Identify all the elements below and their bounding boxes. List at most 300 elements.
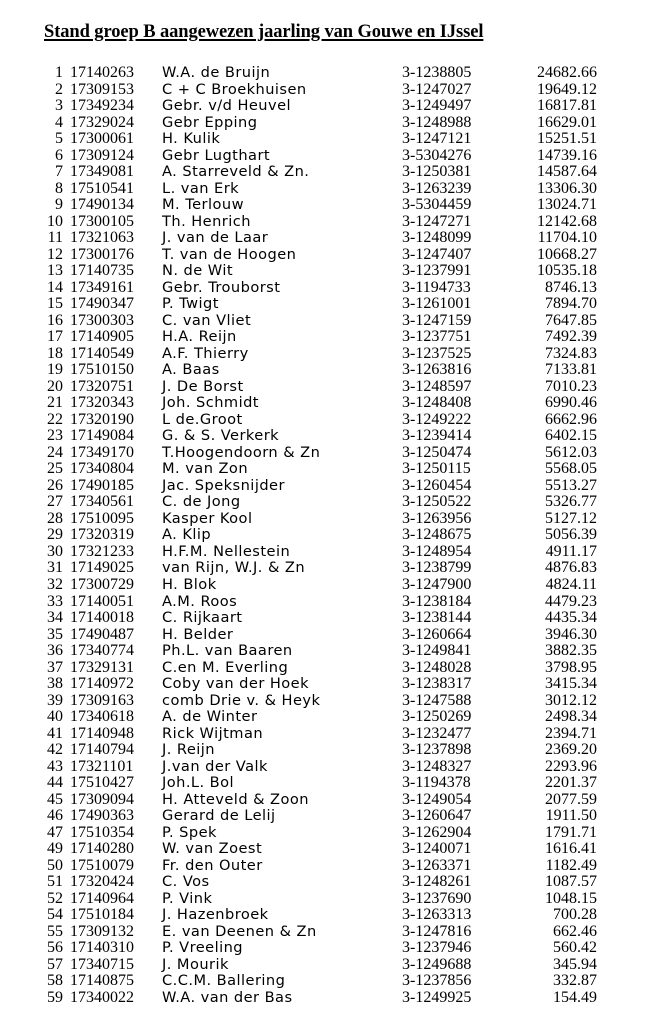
fancier-name-cell: Th. Henrich	[162, 212, 251, 230]
rank-cell: 23	[47, 427, 63, 445]
member-code-cell: 17349161	[70, 278, 134, 296]
table-row	[0, 726, 648, 743]
fancier-name-cell: comb Drie v. & Heyk	[162, 691, 321, 709]
member-code-cell: 17300176	[70, 245, 134, 263]
fancier-name-cell: G. & S. Verkerk	[162, 427, 280, 445]
points-cell: 2201.37	[545, 774, 597, 792]
rank-cell: 41	[47, 724, 63, 742]
member-code-cell: 17309153	[70, 80, 134, 98]
rank-cell: 26	[47, 476, 63, 494]
fancier-name-cell: Joh. Schmidt	[162, 394, 259, 412]
rank-cell: 51	[47, 873, 63, 891]
points-cell: 7492.39	[545, 328, 597, 346]
rank-cell: 5	[55, 130, 63, 148]
fancier-name-cell: A.M. Roos	[162, 592, 238, 610]
points-cell: 1087.57	[545, 873, 597, 891]
ring-number-cell: 3-1248028	[402, 658, 472, 676]
rank-cell: 32	[47, 575, 63, 593]
points-cell: 1911.50	[545, 807, 597, 825]
fancier-name-cell: T.Hoogendoorn & Zn	[162, 443, 321, 461]
fancier-name-cell: C. Vos	[162, 873, 210, 891]
member-code-cell: 17300303	[70, 311, 134, 329]
fancier-name-cell: Jac. Speksnijder	[162, 476, 285, 494]
ring-number-cell: 3-1247271	[402, 212, 472, 230]
fancier-name-cell: Gerard de Lelij	[162, 807, 276, 825]
member-code-cell: 17140310	[70, 939, 134, 957]
fancier-name-cell: C.C.M. Ballering	[162, 972, 286, 990]
points-cell: 7324.83	[545, 344, 597, 362]
points-cell: 5127.12	[545, 509, 597, 527]
ring-number-cell: 3-1238317	[402, 675, 472, 693]
member-code-cell: 17140948	[70, 724, 134, 742]
ring-number-cell: 3-1261001	[402, 295, 472, 313]
ring-number-cell: 3-1260454	[402, 476, 472, 494]
points-cell: 6402.15	[545, 427, 597, 445]
rank-cell: 37	[47, 658, 63, 676]
ring-number-cell: 3-1248988	[402, 113, 472, 131]
points-cell: 4479.23	[545, 592, 597, 610]
rank-cell: 24	[47, 443, 63, 461]
points-cell: 12142.68	[537, 212, 597, 230]
points-cell: 4911.17	[545, 542, 597, 560]
fancier-name-cell: C. van Vliet	[162, 311, 252, 329]
points-cell: 3012.12	[545, 691, 597, 709]
ring-number-cell: 3-1250269	[402, 708, 472, 726]
ring-number-cell: 3-5304276	[402, 146, 472, 164]
fancier-name-cell: P. Vink	[162, 889, 213, 907]
points-cell: 7010.23	[545, 377, 597, 395]
points-cell: 7894.70	[545, 295, 597, 313]
fancier-name-cell: A. de Winter	[162, 708, 258, 726]
points-cell: 700.28	[553, 906, 597, 924]
fancier-name-cell: J. Hazenbroek	[162, 906, 269, 924]
table-row	[0, 676, 648, 693]
rank-cell: 52	[47, 889, 63, 907]
fancier-name-cell: L de.Groot	[162, 410, 243, 428]
fancier-name-cell: C.en M. Everling	[162, 658, 289, 676]
points-cell: 16817.81	[537, 97, 597, 115]
ring-number-cell: 3-1260664	[402, 625, 472, 643]
member-code-cell: 17140263	[70, 64, 134, 81]
rank-cell: 33	[47, 592, 63, 610]
rank-cell: 19	[47, 361, 63, 379]
ring-number-cell: 3-1260647	[402, 807, 472, 825]
points-cell: 5568.05	[545, 460, 597, 478]
points-cell: 2498.34	[545, 708, 597, 726]
rank-cell: 54	[47, 906, 63, 924]
ring-number-cell: 3-1247027	[402, 80, 472, 98]
member-code-cell: 17140549	[70, 344, 134, 362]
ring-number-cell: 3-1249841	[402, 642, 472, 660]
table-row	[0, 379, 648, 396]
member-code-cell: 17309124	[70, 146, 134, 164]
points-cell: 13306.30	[537, 179, 597, 197]
member-code-cell: 17349234	[70, 97, 134, 115]
rank-cell: 39	[47, 691, 63, 709]
rank-cell: 38	[47, 675, 63, 693]
ring-number-cell: 3-1250381	[402, 163, 472, 181]
rank-cell: 29	[47, 526, 63, 544]
member-code-cell: 17321101	[70, 757, 134, 775]
points-cell: 5326.77	[545, 493, 597, 511]
table-row	[0, 527, 648, 544]
fancier-name-cell: P. Twigt	[162, 295, 219, 313]
member-code-cell: 17510427	[70, 774, 134, 792]
ring-number-cell: 3-1263816	[402, 361, 472, 379]
fancier-name-cell: W. van Zoest	[162, 840, 263, 858]
fancier-name-cell: H.A. Reijn	[162, 328, 237, 346]
rank-cell: 34	[47, 609, 63, 627]
member-code-cell: 17329131	[70, 658, 134, 676]
member-code-cell: 17340561	[70, 493, 134, 511]
member-code-cell: 17149025	[70, 559, 134, 577]
rank-cell: 22	[47, 410, 63, 428]
ring-number-cell: 3-1247900	[402, 575, 472, 593]
points-cell: 24682.66	[537, 64, 597, 81]
member-code-cell: 17309094	[70, 790, 134, 808]
table-row	[0, 197, 648, 214]
fancier-name-cell: H. Blok	[162, 575, 217, 593]
fancier-name-cell: H.F.M. Nellestein	[162, 542, 291, 560]
points-cell: 10535.18	[537, 262, 597, 280]
ring-number-cell: 3-1239414	[402, 427, 472, 445]
rank-cell: 36	[47, 642, 63, 660]
member-code-cell: 17320319	[70, 526, 134, 544]
rank-cell: 47	[47, 823, 63, 841]
points-cell: 11704.10	[537, 229, 597, 247]
points-cell: 1048.15	[545, 889, 597, 907]
points-cell: 662.46	[553, 922, 597, 940]
points-cell: 4824.11	[545, 575, 597, 593]
member-code-cell: 17340022	[70, 988, 134, 1006]
points-cell: 14587.64	[537, 163, 597, 181]
ring-number-cell: 3-1263313	[402, 906, 472, 924]
member-code-cell: 17490363	[70, 807, 134, 825]
fancier-name-cell: A.F. Thierry	[162, 344, 249, 362]
rank-cell: 9	[55, 196, 63, 214]
table-row	[0, 610, 648, 627]
member-code-cell: 17140964	[70, 889, 134, 907]
fancier-name-cell: J. Reijn	[162, 741, 216, 759]
table-row	[0, 577, 648, 594]
points-cell: 1182.49	[545, 856, 597, 874]
fancier-name-cell: van Rijn, W.J. & Zn	[162, 559, 306, 577]
table-row	[0, 280, 648, 297]
fancier-name-cell: Gebr. v/d Heuvel	[162, 97, 292, 115]
fancier-name-cell: C + C Broekhuisen	[162, 80, 307, 98]
points-cell: 332.87	[553, 972, 597, 990]
fancier-name-cell: L. van Erk	[162, 179, 240, 197]
table-row	[0, 214, 648, 231]
ring-number-cell: 3-1237991	[402, 262, 472, 280]
member-code-cell: 17300729	[70, 575, 134, 593]
rank-cell: 15	[47, 295, 63, 313]
table-row	[0, 131, 648, 148]
rank-cell: 25	[47, 460, 63, 478]
points-cell: 10668.27	[537, 245, 597, 263]
rank-cell: 46	[47, 807, 63, 825]
ring-number-cell: 3-1238805	[402, 64, 472, 81]
points-cell: 5056.39	[545, 526, 597, 544]
member-code-cell: 17321063	[70, 229, 134, 247]
member-code-cell: 17321233	[70, 542, 134, 560]
table-row	[0, 181, 648, 198]
ring-number-cell: 3-1249688	[402, 955, 472, 973]
ring-number-cell: 3-1237946	[402, 939, 472, 957]
rank-cell: 11	[47, 229, 63, 247]
ring-number-cell: 3-1248261	[402, 873, 472, 891]
table-row	[0, 82, 648, 99]
points-cell: 7647.85	[545, 311, 597, 329]
member-code-cell: 17340715	[70, 955, 134, 973]
rank-cell: 7	[55, 163, 63, 181]
points-cell: 2369.20	[545, 741, 597, 759]
table-row	[0, 494, 648, 511]
ring-number-cell: 3-1249497	[402, 97, 472, 115]
ring-number-cell: 3-1247407	[402, 245, 472, 263]
ring-number-cell: 3-1263239	[402, 179, 472, 197]
fancier-name-cell: C. de Jong	[162, 493, 241, 511]
fancier-name-cell: Coby van der Hoek	[162, 675, 309, 693]
fancier-name-cell: P. Spek	[162, 823, 217, 841]
member-code-cell: 17510079	[70, 856, 134, 874]
points-cell: 1791.71	[545, 823, 597, 841]
table-row	[0, 660, 648, 677]
standings-table	[0, 65, 648, 1006]
ring-number-cell: 3-1238184	[402, 592, 472, 610]
points-cell: 3415.34	[545, 675, 597, 693]
member-code-cell: 17349081	[70, 163, 134, 181]
fancier-name-cell: H. Kulik	[162, 130, 221, 148]
points-cell: 560.42	[553, 939, 597, 957]
fancier-name-cell: J.van der Valk	[162, 757, 268, 775]
ring-number-cell: 3-1194733	[402, 278, 471, 296]
rank-cell: 49	[47, 840, 63, 858]
rank-cell: 27	[47, 493, 63, 511]
ring-number-cell: 3-1237856	[402, 972, 472, 990]
table-row	[0, 478, 648, 495]
fancier-name-cell: Rick Wijtman	[162, 724, 264, 742]
points-cell: 2394.71	[545, 724, 597, 742]
member-code-cell: 17140794	[70, 741, 134, 759]
table-row	[0, 627, 648, 644]
rank-cell: 1	[55, 64, 63, 81]
table-row	[0, 957, 648, 974]
fancier-name-cell: Gebr Lugthart	[162, 146, 271, 164]
ring-number-cell: 3-1247121	[402, 130, 472, 148]
ring-number-cell: 3-1250522	[402, 493, 472, 511]
ring-number-cell: 3-1263956	[402, 509, 472, 527]
table-row	[0, 164, 648, 181]
table-row	[0, 412, 648, 429]
table-row	[0, 560, 648, 577]
points-cell: 345.94	[553, 955, 597, 973]
rank-cell: 30	[47, 542, 63, 560]
ring-number-cell: 3-1248597	[402, 377, 472, 395]
table-row	[0, 643, 648, 660]
rank-cell: 28	[47, 509, 63, 527]
fancier-name-cell: C. Rijkaart	[162, 609, 243, 627]
ring-number-cell: 3-1194378	[402, 774, 471, 792]
rank-cell: 56	[47, 939, 63, 957]
member-code-cell: 17140018	[70, 609, 134, 627]
points-cell: 1616.41	[545, 840, 597, 858]
ring-number-cell: 3-1263371	[402, 856, 472, 874]
rank-cell: 57	[47, 955, 63, 973]
table-row	[0, 511, 648, 528]
fancier-name-cell: J. van de Laar	[162, 229, 269, 247]
fancier-name-cell: J. De Borst	[162, 377, 244, 395]
member-code-cell: 17140875	[70, 972, 134, 990]
rank-cell: 16	[47, 311, 63, 329]
fancier-name-cell: A. Klip	[162, 526, 212, 544]
table-row	[0, 775, 648, 792]
table-row	[0, 230, 648, 247]
points-cell: 2077.59	[545, 790, 597, 808]
fancier-name-cell: Gebr. Trouborst	[162, 278, 281, 296]
rank-cell: 13	[47, 262, 63, 280]
points-cell: 3882.35	[545, 642, 597, 660]
member-code-cell: 17329024	[70, 113, 134, 131]
member-code-cell: 17149084	[70, 427, 134, 445]
ring-number-cell: 3-1249925	[402, 988, 472, 1006]
table-row	[0, 594, 648, 611]
member-code-cell: 17140905	[70, 328, 134, 346]
fancier-name-cell: Joh.L. Bol	[162, 774, 235, 792]
fancier-name-cell: H. Atteveld & Zoon	[162, 790, 309, 808]
points-cell: 14739.16	[537, 146, 597, 164]
ring-number-cell: 3-1248099	[402, 229, 472, 247]
ring-number-cell: 3-1248675	[402, 526, 472, 544]
fancier-name-cell: Kasper Kool	[162, 509, 253, 527]
ring-number-cell: 3-1249222	[402, 410, 472, 428]
fancier-name-cell: W.A. de Bruijn	[162, 64, 271, 81]
member-code-cell: 17510095	[70, 509, 134, 527]
member-code-cell: 17140972	[70, 675, 134, 693]
table-row	[0, 858, 648, 875]
rank-cell: 40	[47, 708, 63, 726]
rank-cell: 3	[55, 97, 63, 115]
table-row	[0, 445, 648, 462]
table-row	[0, 461, 648, 478]
table-row	[0, 940, 648, 957]
member-code-cell: 17309163	[70, 691, 134, 709]
table-row	[0, 891, 648, 908]
table-row	[0, 990, 648, 1007]
points-cell: 4876.83	[545, 559, 597, 577]
table-row	[0, 825, 648, 842]
table-row	[0, 742, 648, 759]
table-row	[0, 428, 648, 445]
member-code-cell: 17490134	[70, 196, 134, 214]
ring-number-cell: 3-1240071	[402, 840, 472, 858]
rank-cell: 59	[47, 988, 63, 1006]
member-code-cell: 17510354	[70, 823, 134, 841]
ring-number-cell: 3-1248408	[402, 394, 472, 412]
fancier-name-cell: P. Vreeling	[162, 939, 243, 957]
ring-number-cell: 3-1248954	[402, 542, 472, 560]
rank-cell: 14	[47, 278, 63, 296]
points-cell: 154.49	[553, 988, 597, 1006]
rank-cell: 8	[55, 179, 63, 197]
table-row	[0, 148, 648, 165]
ring-number-cell: 3-1248327	[402, 757, 472, 775]
table-row	[0, 924, 648, 941]
table-row	[0, 973, 648, 990]
table-row	[0, 98, 648, 115]
rank-cell: 4	[55, 113, 63, 131]
rank-cell: 17	[47, 328, 63, 346]
member-code-cell: 17490487	[70, 625, 134, 643]
fancier-name-cell: A. Baas	[162, 361, 220, 379]
table-row	[0, 115, 648, 132]
member-code-cell: 17140735	[70, 262, 134, 280]
points-cell: 16629.01	[537, 113, 597, 131]
fancier-name-cell: M. van Zon	[162, 460, 249, 478]
points-cell: 3798.95	[545, 658, 597, 676]
ring-number-cell: 3-1247816	[402, 922, 472, 940]
member-code-cell: 17510184	[70, 906, 134, 924]
fancier-name-cell: E. van Deenen & Zn	[162, 922, 317, 940]
table-row	[0, 263, 648, 280]
points-cell: 8746.13	[545, 278, 597, 296]
table-row	[0, 296, 648, 313]
table-row	[0, 346, 648, 363]
member-code-cell: 17140051	[70, 592, 134, 610]
points-cell: 19649.12	[537, 80, 597, 98]
table-row	[0, 709, 648, 726]
fancier-name-cell: H. Belder	[162, 625, 234, 643]
ring-number-cell: 3-1250474	[402, 443, 472, 461]
member-code-cell: 17349170	[70, 443, 134, 461]
member-code-cell: 17340804	[70, 460, 134, 478]
ring-number-cell: 3-1237898	[402, 741, 472, 759]
ring-number-cell: 3-1262904	[402, 823, 472, 841]
points-cell: 5513.27	[545, 476, 597, 494]
table-row	[0, 395, 648, 412]
rank-cell: 58	[47, 972, 63, 990]
ring-number-cell: 3-1237525	[402, 344, 472, 362]
rank-cell: 6	[55, 146, 63, 164]
fancier-name-cell: T. van de Hoogen	[162, 245, 297, 263]
member-code-cell: 17300105	[70, 212, 134, 230]
table-row	[0, 841, 648, 858]
points-cell: 5612.03	[545, 443, 597, 461]
member-code-cell: 17300061	[70, 130, 134, 148]
fancier-name-cell: W.A. van der Bas	[162, 988, 293, 1006]
member-code-cell: 17490347	[70, 295, 134, 313]
rank-cell: 42	[47, 741, 63, 759]
ring-number-cell: 3-1237751	[402, 328, 472, 346]
fancier-name-cell: J. Mourik	[162, 955, 229, 973]
fancier-name-cell: Fr. den Outer	[162, 856, 263, 874]
ring-number-cell: 3-1249054	[402, 790, 472, 808]
member-code-cell: 17340774	[70, 642, 134, 660]
points-cell: 7133.81	[545, 361, 597, 379]
member-code-cell: 17490185	[70, 476, 134, 494]
table-row	[0, 313, 648, 330]
points-cell: 4435.34	[545, 609, 597, 627]
ring-number-cell: 3-1247588	[402, 691, 472, 709]
ring-number-cell: 3-5304459	[402, 196, 472, 214]
member-code-cell: 17309132	[70, 922, 134, 940]
member-code-cell: 17510150	[70, 361, 134, 379]
fancier-name-cell: Gebr Epping	[162, 113, 258, 131]
rank-cell: 35	[47, 625, 63, 643]
rank-cell: 43	[47, 757, 63, 775]
table-row	[0, 792, 648, 809]
member-code-cell: 17510541	[70, 179, 134, 197]
